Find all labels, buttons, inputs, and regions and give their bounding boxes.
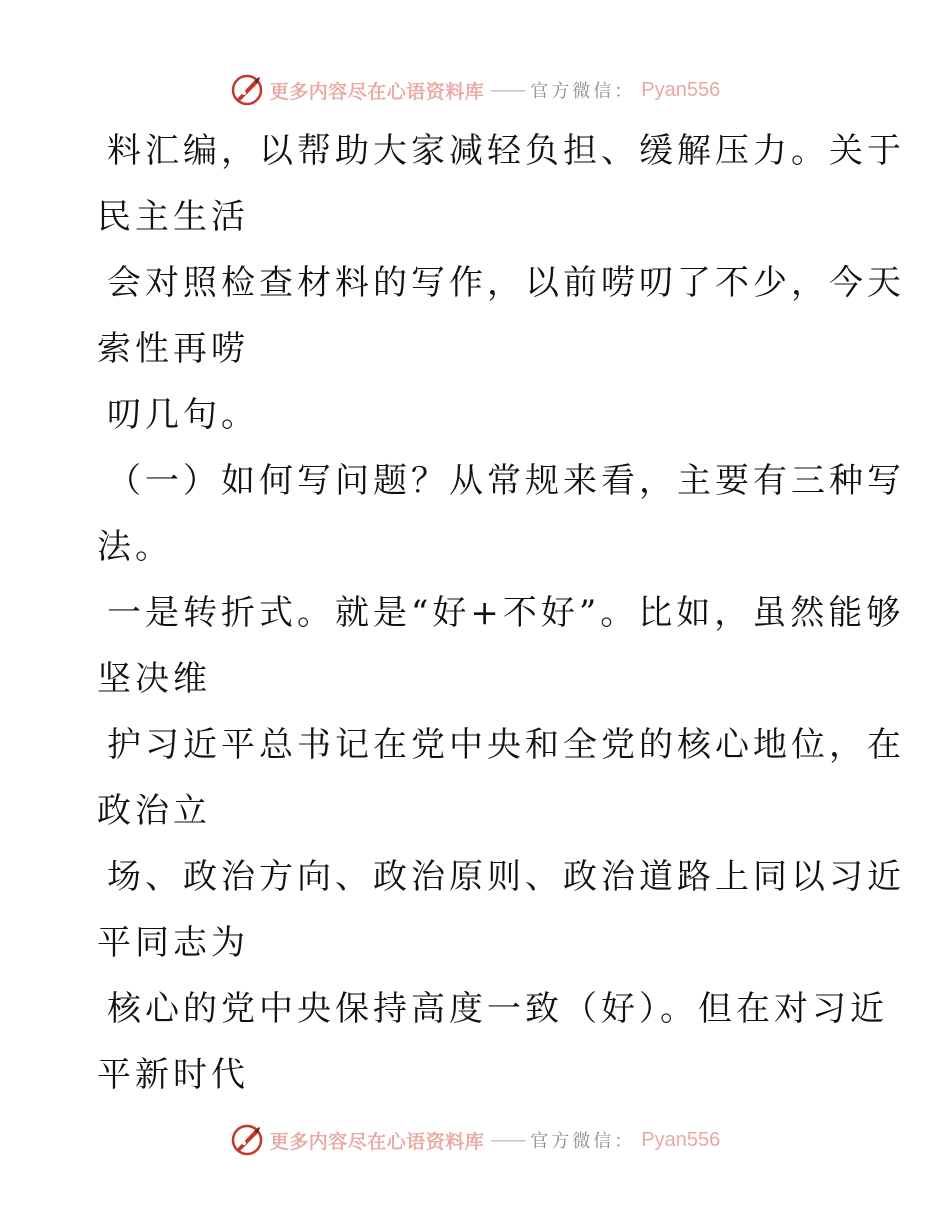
body-line: 民主生活: [97, 197, 249, 237]
banner-wechat-id: Pyan556: [641, 1128, 721, 1151]
body-line: 平新时代: [97, 1055, 249, 1095]
banner-dash: ——: [490, 79, 525, 101]
body-line: 核心的党中央保持高度一致（好）。但在对习近: [107, 989, 888, 1029]
body-line: （一）如何写问题？从常规来看，主要有三种写: [107, 461, 905, 501]
banner-wechat-id: Pyan556: [641, 78, 721, 101]
body-line: 一是转折式。就是“好+不好”。比如，虽然能够: [107, 593, 905, 633]
banner-slogan: 更多内容尽在心语资料库: [269, 1130, 485, 1153]
banner-official-label: 官方微信：: [530, 81, 636, 102]
body-line: 场、政治方向、政治原则、政治道路上同以习近: [107, 857, 905, 897]
body-line: 政治立: [97, 791, 211, 831]
body-line: 索性再唠: [97, 329, 249, 369]
footer-watermark: [0, 1120, 950, 1160]
body-line: 平同志为: [97, 923, 249, 963]
body-line: 会对照检查材料的写作，以前唠叨了不少，今天: [107, 263, 905, 303]
body-line: 法。: [97, 527, 173, 567]
banner-slogan: 更多内容尽在心语资料库: [269, 80, 485, 103]
quill-pen-seal-icon: [230, 73, 264, 107]
quill-pen-seal-icon: [230, 1123, 264, 1157]
banner-official-label: 官方微信：: [530, 1131, 636, 1152]
body-line: 坚决维: [97, 659, 211, 699]
body-line: 料汇编，以帮助大家减轻负担、缓解压力。关于: [107, 131, 905, 171]
document-body: [97, 118, 905, 1108]
body-line: 叨几句。: [107, 395, 259, 435]
body-line: 护习近平总书记在党中央和全党的核心地位，在: [107, 725, 905, 765]
header-watermark: [0, 70, 950, 110]
banner-dash: ——: [490, 1129, 525, 1151]
